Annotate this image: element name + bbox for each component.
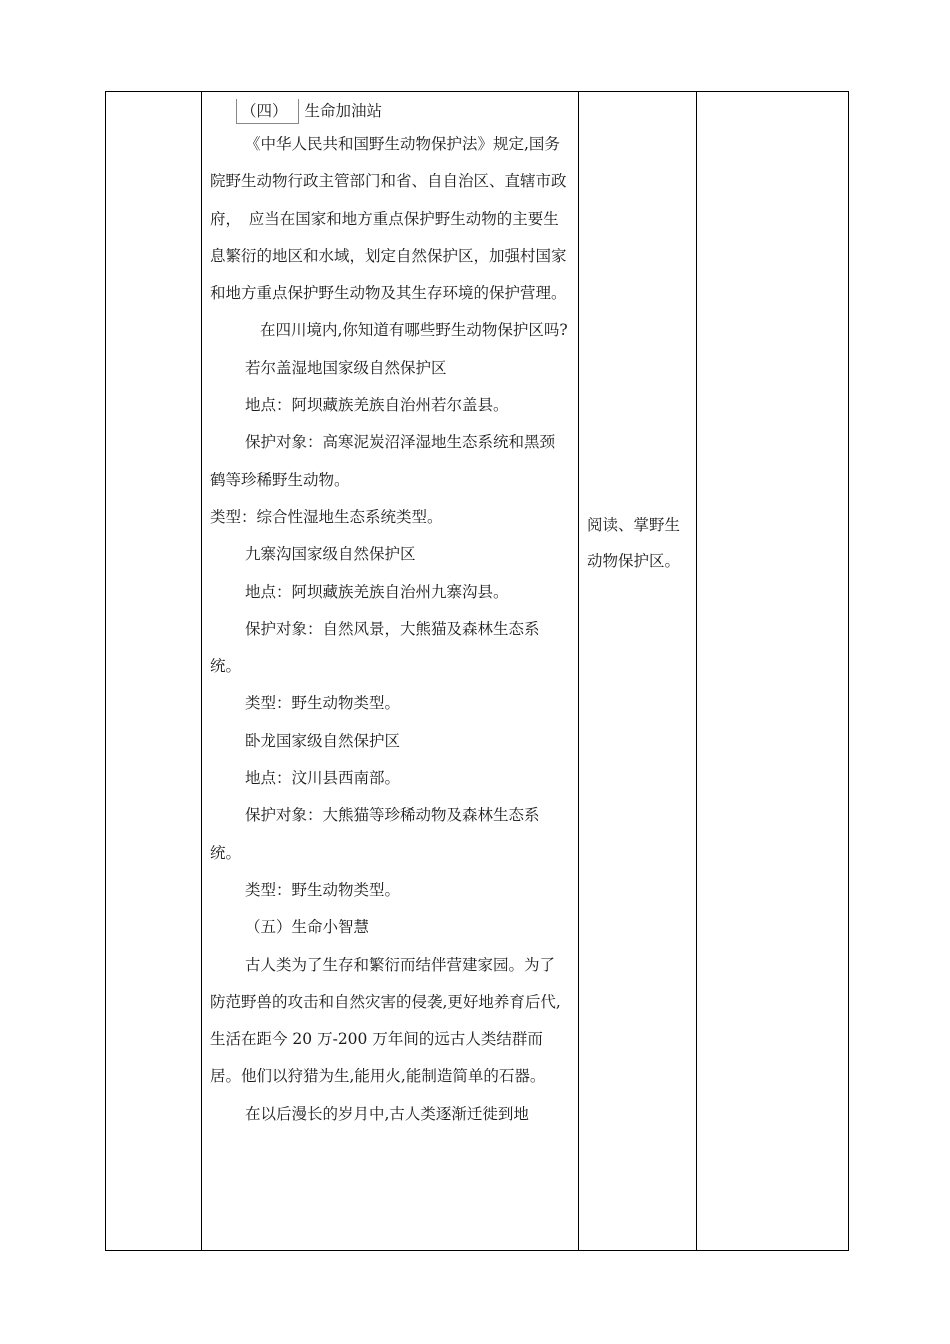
activity-cell xyxy=(579,92,697,1251)
reserve-name: 九寨沟国家级自然保护区 xyxy=(245,545,416,564)
empty-cell-right xyxy=(697,92,849,1251)
paragraph: 古人类为了生存和繁衍而结伴营建家园。为了防范野兽的攻击和自然灾害的侵袭,更好地养育后代,生活在距今 20 万-200 万年间的远古人类结群而居。他们以狩猎为生,能用火,能制造简单的石器。 xyxy=(210,955,561,1086)
side-note: 阅读、掌野生动物保护区。 xyxy=(587,516,681,570)
reserve-location: 地点：阿坝藏族羌族自治州若尔盖县。 xyxy=(245,396,509,415)
reserve-name: 若尔盖湿地国家级自然保护区 xyxy=(245,358,447,377)
reserve-location: 地点：阿坝藏族羌族自治州九寨沟县。 xyxy=(245,582,509,601)
paragraph: 在以后漫长的岁月中,古人类逐渐迁徙到地 xyxy=(245,1104,529,1123)
section-number-box: （四） xyxy=(236,99,299,124)
reserve-protection: 保护对象：自然风景，大熊猫及森林生态系统。 xyxy=(210,619,540,676)
paragraph: 在四川境内,你知道有哪些野生动物保护区吗? xyxy=(260,321,568,340)
section-heading xyxy=(210,96,570,126)
content-cell xyxy=(202,92,579,1251)
paragraph: 《中华人民共和国野生动物保护法》规定,国务院野生动物行政主管部门和省、自自治区、直辖市政府， 应当在国家和地方重点保护野生动物的主要生息繁衍的地区和水域，划定自然保护区，加强村国家和地方重点保护野生动物及其生存环境的保护营理。 xyxy=(210,135,567,303)
reserve-type: 类型：野生动物类型。 xyxy=(245,880,401,899)
reserve-type: 类型：野生动物类型。 xyxy=(245,694,401,713)
reserve-location: 地点：汶川县西南部。 xyxy=(245,769,401,788)
reserve-protection: 保护对象：高寒泥炭沼泽湿地生态系统和黑颈鹤等珍稀野生动物。 xyxy=(210,433,556,489)
reserve-protection: 保护对象：大熊猫等珍稀动物及森林生态系统。 xyxy=(210,806,540,862)
lesson-plan-table xyxy=(105,91,849,1251)
section-title: 生命加油站 xyxy=(304,102,383,120)
reserve-name: 卧龙国家级自然保护区 xyxy=(245,731,401,750)
empty-cell-left xyxy=(106,92,202,1251)
reserve-type: 类型：综合性湿地生态系统类型。 xyxy=(210,507,443,526)
section-heading: （五）生命小智慧 xyxy=(245,918,370,937)
table-row xyxy=(106,92,849,1251)
